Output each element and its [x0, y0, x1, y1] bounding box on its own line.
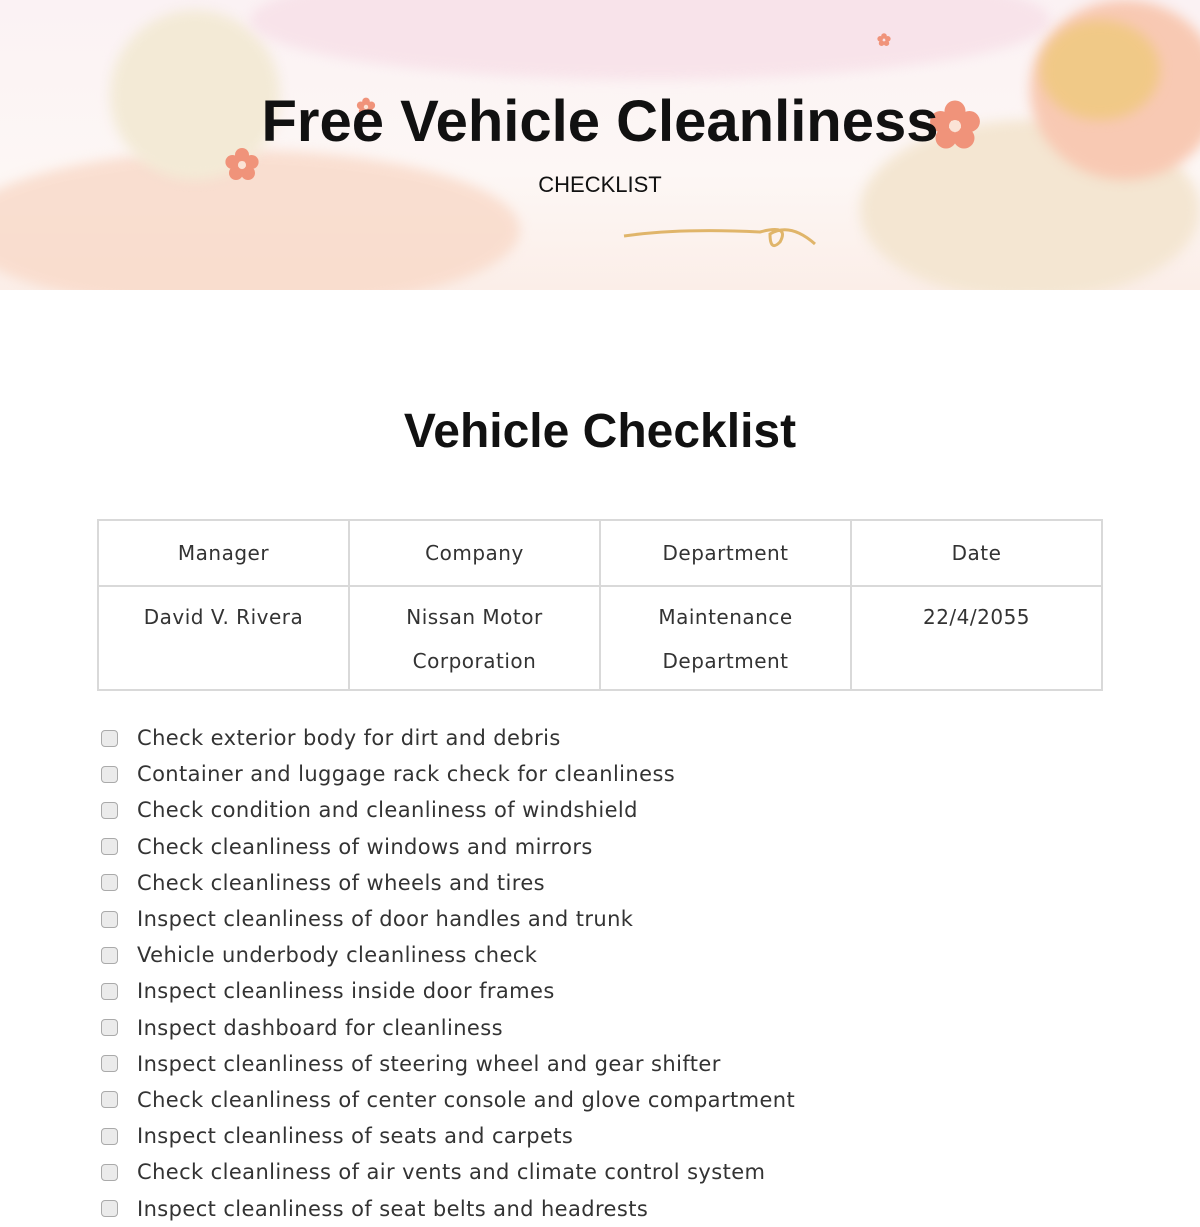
checklist-item-label: Check cleanliness of wheels and tires [137, 870, 545, 895]
checkbox[interactable] [101, 1200, 118, 1217]
checklist-item[interactable] [101, 1118, 795, 1154]
checkbox[interactable] [101, 1019, 118, 1036]
checklist-item[interactable] [101, 1190, 795, 1226]
header-date: Date [851, 520, 1102, 586]
table-row [98, 586, 1102, 690]
checkbox[interactable] [101, 730, 118, 747]
document-subtitle: CHECKLIST [538, 172, 662, 197]
document-title: Free Vehicle Cleanliness [261, 89, 939, 154]
table-header-row [98, 520, 1102, 586]
department-value [600, 586, 851, 690]
checkbox[interactable] [101, 766, 118, 783]
checkbox[interactable] [101, 947, 118, 964]
checklist-item-label: Check condition and cleanliness of windshield [137, 798, 638, 823]
header-manager: Manager [98, 520, 349, 586]
checkbox[interactable] [101, 802, 118, 819]
manager-value: David V. Rivera [98, 586, 349, 690]
checklist-item-label: Inspect cleanliness inside door frames [137, 979, 555, 1004]
checklist-item[interactable] [101, 1154, 795, 1190]
checklist-item[interactable] [101, 1046, 795, 1082]
header-company: Company [349, 520, 600, 586]
checklist [101, 720, 795, 1227]
checklist-item-label: Inspect cleanliness of door handles and trunk [137, 907, 634, 932]
checkbox[interactable] [101, 1164, 118, 1181]
checklist-item[interactable] [101, 973, 795, 1009]
watercolor-decoration [250, 0, 1050, 80]
checklist-item[interactable] [101, 756, 795, 792]
checklist-item[interactable] [101, 792, 795, 828]
checklist-item-label: Check cleanliness of center console and glove compartment [137, 1087, 796, 1112]
checklist-item[interactable] [101, 1082, 795, 1118]
checkbox[interactable] [101, 983, 118, 1000]
flower-icon [876, 32, 892, 48]
checklist-item-label: Inspect cleanliness of seat belts and headrests [137, 1196, 649, 1221]
header-banner [0, 0, 1200, 290]
department-text: Maintenance Department [658, 605, 793, 673]
checklist-item-label: Container and luggage rack check for cleanliness [137, 762, 676, 787]
checklist-item[interactable] [101, 937, 795, 973]
checklist-item-label: Check exterior body for dirt and debris [137, 726, 561, 751]
checkbox[interactable] [101, 1055, 118, 1072]
checklist-item-label: Vehicle underbody cleanliness check [137, 943, 538, 968]
checklist-item[interactable] [101, 865, 795, 901]
checklist-item-label: Check cleanliness of windows and mirrors [137, 834, 593, 859]
checklist-item[interactable] [101, 829, 795, 865]
checklist-item-label: Check cleanliness of air vents and climate control system [137, 1160, 766, 1185]
checkbox[interactable] [101, 838, 118, 855]
checkbox[interactable] [101, 1128, 118, 1145]
checklist-item-label: Inspect dashboard for cleanliness [137, 1015, 503, 1040]
swirl-decoration [620, 218, 820, 258]
date-value: 22/4/2055 [851, 586, 1102, 690]
company-value [349, 586, 600, 690]
section-title: Vehicle Checklist [403, 405, 797, 458]
checklist-item[interactable] [101, 1010, 795, 1046]
info-table [97, 519, 1103, 691]
checkbox[interactable] [101, 911, 118, 928]
checklist-item-label: Inspect cleanliness of steering wheel and gear shifter [137, 1051, 721, 1076]
checkbox[interactable] [101, 874, 118, 891]
header-department: Department [600, 520, 851, 586]
checklist-item-label: Inspect cleanliness of seats and carpets [137, 1124, 574, 1149]
checklist-item[interactable] [101, 901, 795, 937]
company-text: Nissan Motor Corporation [406, 605, 543, 673]
checklist-item[interactable] [101, 720, 795, 756]
checkbox[interactable] [101, 1091, 118, 1108]
